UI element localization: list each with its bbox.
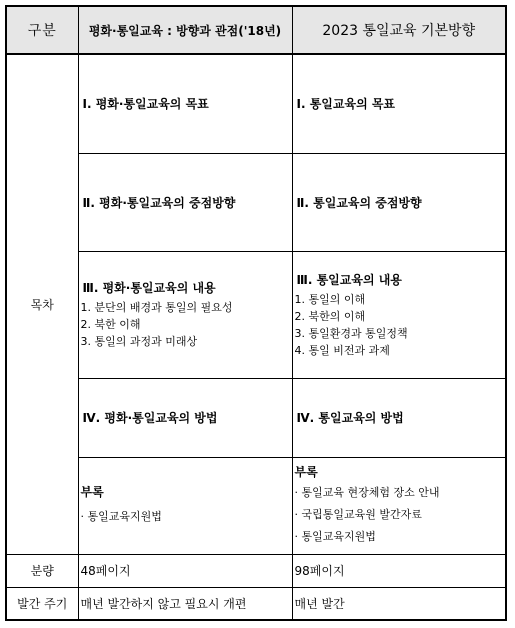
focus-right: Ⅱ. 통일교육의 중점방향 bbox=[292, 153, 506, 251]
contents-label: 목차 bbox=[6, 54, 78, 554]
content-left-item: 3. 통일의 과정과 미래상 bbox=[80, 335, 198, 348]
content-right-title: Ⅲ. 통일교육의 내용 bbox=[296, 272, 402, 287]
volume-left: 48페이지 bbox=[78, 554, 292, 587]
content-right-cell bbox=[292, 251, 506, 378]
goal-left: Ⅰ. 평화·통일교육의 목표 bbox=[78, 54, 292, 153]
appendix-right-item: · 통일교육 현장체험 장소 안내 bbox=[294, 486, 440, 499]
content-right-item: 2. 북한의 이해 bbox=[294, 309, 366, 323]
table-row-content bbox=[6, 251, 506, 378]
content-left-item: 2. 북한 이해 bbox=[80, 318, 141, 331]
period-label: 발간 주기 bbox=[6, 587, 78, 620]
content-right-item: 1. 통일의 이해 bbox=[294, 292, 366, 306]
goal-right: Ⅰ. 통일교육의 목표 bbox=[292, 54, 506, 153]
content-left-title: Ⅲ. 평화·통일교육의 내용 bbox=[82, 281, 216, 295]
period-left: 매년 발간하지 않고 필요시 개편 bbox=[78, 587, 292, 620]
appendix-left-title: 부록 bbox=[80, 485, 104, 499]
volume-label: 분량 bbox=[6, 554, 78, 587]
table-row-focus bbox=[6, 153, 506, 251]
volume-right: 98페이지 bbox=[292, 554, 506, 587]
table-row-goal bbox=[6, 54, 506, 153]
appendix-right-item: · 국립통일교육원 발간자료 bbox=[294, 508, 422, 521]
table-row-method bbox=[6, 378, 506, 457]
method-right: Ⅳ. 통일교육의 방법 bbox=[292, 378, 506, 457]
appendix-left-item: · 통일교육지원법 bbox=[80, 510, 162, 523]
table-row-period bbox=[6, 587, 506, 620]
content-left-item: 1. 분단의 배경과 통일의 필요성 bbox=[80, 301, 233, 314]
content-left-cell bbox=[78, 251, 292, 378]
header-category: 구분 bbox=[6, 6, 78, 54]
content-right-item: 4. 통일 비전과 과제 bbox=[294, 343, 390, 357]
header-2018-guide: 평화·통일교육 : 방향과 관점('18년) bbox=[78, 6, 292, 54]
focus-left: Ⅱ. 평화·통일교육의 중점방향 bbox=[78, 153, 292, 251]
comparison-table bbox=[5, 5, 507, 621]
period-right: 매년 발간 bbox=[292, 587, 506, 620]
appendix-right-cell bbox=[292, 457, 506, 554]
method-left: Ⅳ. 평화·통일교육의 방법 bbox=[78, 378, 292, 457]
content-right-item: 3. 통일환경과 통일정책 bbox=[294, 326, 408, 340]
table-row-volume bbox=[6, 554, 506, 587]
table-row-appendix bbox=[6, 457, 506, 554]
header-2023-guide: 2023 통일교육 기본방향 bbox=[292, 6, 506, 54]
appendix-right-item: · 통일교육지원법 bbox=[294, 530, 376, 543]
appendix-right-title: 부록 bbox=[294, 465, 318, 479]
appendix-left-cell bbox=[78, 457, 292, 554]
header-row bbox=[6, 6, 506, 54]
